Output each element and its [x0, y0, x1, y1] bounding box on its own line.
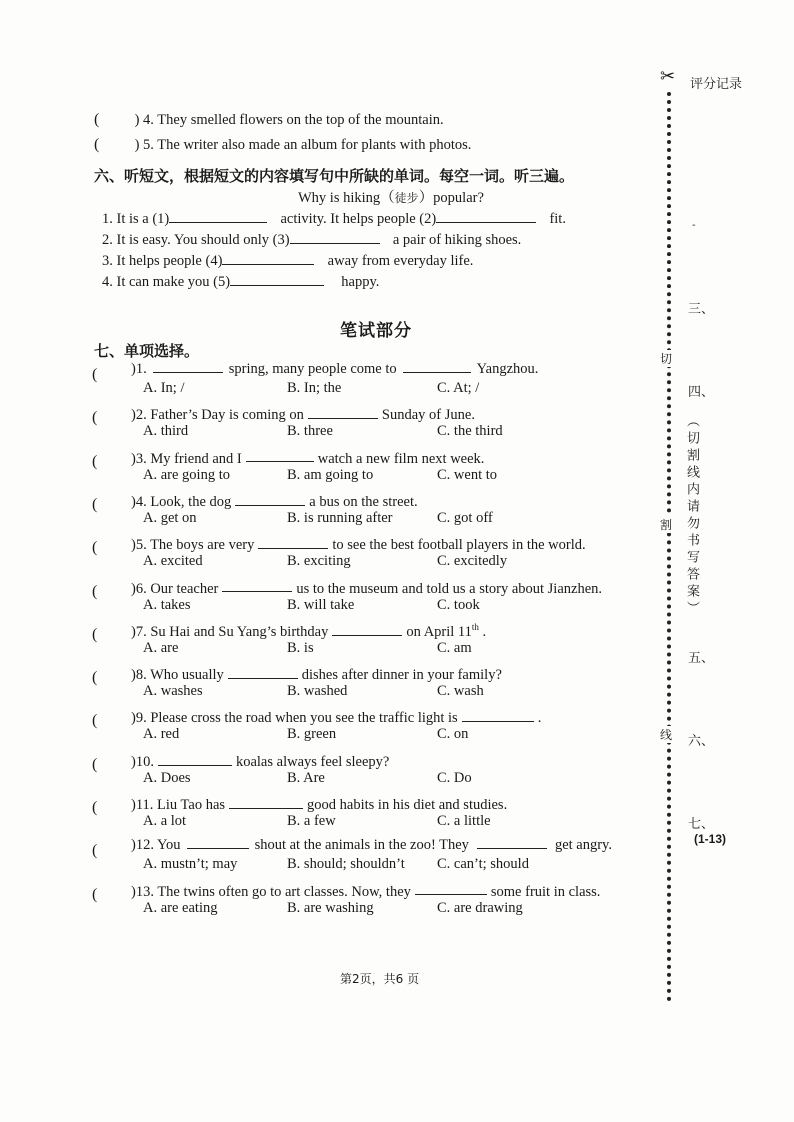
- option-c[interactable]: C. can’t; should: [437, 856, 529, 873]
- answer-paren[interactable]: (: [92, 755, 98, 773]
- option-a[interactable]: A. washes: [143, 683, 203, 700]
- judge-item-4: ( ) 4. They smelled flowers on the top of the mountain.: [94, 111, 444, 128]
- option-a[interactable]: A. a lot: [143, 813, 187, 829]
- question-stem: )6. Our teacher us to the museum and told us a story about Jianzhen.: [131, 575, 602, 598]
- option-a[interactable]: A. red: [143, 726, 180, 743]
- answer-blank[interactable]: [229, 794, 303, 809]
- dash-mark: -: [692, 220, 696, 231]
- answer-paren[interactable]: (: [92, 539, 98, 557]
- score-range: (1-13): [694, 832, 727, 846]
- option-b[interactable]: B. is running after: [287, 509, 393, 526]
- option-b[interactable]: B. Are: [287, 769, 325, 786]
- answer-blank-5[interactable]: [230, 271, 324, 286]
- option-c[interactable]: C. took: [437, 596, 480, 613]
- answer-blank-2[interactable]: [436, 208, 536, 223]
- judge-text: 4. They smelled flowers on the top of the mountain.: [143, 112, 444, 128]
- score-label-6: 六、: [688, 734, 715, 749]
- answer-blank[interactable]: [158, 751, 232, 766]
- answer-blank[interactable]: [222, 577, 292, 592]
- option-b[interactable]: B. a few: [287, 813, 336, 829]
- fill-line-2: 2. It is easy. You should only (3) a pair of hiking shoes.: [102, 229, 521, 249]
- option-a[interactable]: A. are eating: [143, 899, 218, 916]
- answer-paren[interactable]: (: [92, 582, 98, 600]
- option-a[interactable]: A. get on: [143, 509, 197, 526]
- question-stem: )3. My friend and I watch a new film next week.: [131, 445, 484, 468]
- answer-paren[interactable]: (: [94, 136, 100, 153]
- question-stem: )8. Who usually dishes after dinner in your family?: [131, 661, 502, 684]
- option-c[interactable]: C. At; /: [437, 380, 480, 396]
- option-b[interactable]: B. will take: [287, 596, 355, 613]
- score-label-4: 四、: [688, 385, 715, 400]
- option-b[interactable]: B. am going to: [287, 466, 374, 483]
- option-a[interactable]: A. third: [143, 423, 189, 440]
- answer-blank-1[interactable]: [169, 208, 267, 223]
- option-c[interactable]: C. got off: [437, 509, 493, 526]
- option-c[interactable]: C. went to: [437, 466, 498, 483]
- question-stem: )2. Father’s Day is coming on Sunday of June.: [131, 401, 475, 424]
- answer-paren[interactable]: (: [92, 669, 98, 687]
- option-c[interactable]: C. excitedly: [437, 553, 508, 570]
- answer-paren[interactable]: (: [92, 495, 98, 513]
- answer-blank[interactable]: [415, 880, 487, 895]
- question-stem: )1. spring, many people come to Yangzhou.: [131, 358, 538, 378]
- option-c[interactable]: C. Do: [437, 769, 472, 786]
- answer-blank[interactable]: [228, 664, 298, 679]
- option-c[interactable]: C. are drawing: [437, 899, 523, 916]
- question-stem: )9. Please cross the road when you see the traffic light is .: [131, 704, 541, 727]
- score-label-5: 五、: [688, 651, 715, 666]
- section7-heading: 七、单项选择。: [94, 342, 200, 360]
- written-part-title: 笔试部分: [340, 321, 412, 341]
- option-b[interactable]: B. is: [287, 639, 314, 656]
- section6-heading: 六、听短文，根据短文的内容填写句中所缺的单词。每空一词。听三遍。: [94, 167, 575, 185]
- option-c[interactable]: C. am: [437, 639, 472, 656]
- score-label-3: 三、: [688, 302, 715, 317]
- answer-paren[interactable]: (: [92, 452, 98, 470]
- fill-line-1: 1. It is a (1) activity. It helps people (2) fit.: [102, 208, 566, 228]
- answer-blank[interactable]: [462, 707, 534, 722]
- answer-blank[interactable]: [403, 358, 471, 373]
- cut-char-3: 线: [660, 728, 673, 742]
- judge-item-5: ( ) 5. The writer also made an album for plants with photos.: [94, 136, 472, 153]
- answer-blank[interactable]: [235, 491, 305, 506]
- answer-blank[interactable]: [246, 447, 314, 462]
- option-a[interactable]: A. excited: [143, 553, 203, 570]
- answer-paren[interactable]: (: [92, 625, 98, 643]
- option-b[interactable]: B. exciting: [287, 553, 351, 570]
- scissors-icon: ✂: [660, 66, 676, 86]
- option-b[interactable]: B. should; shouldn’t: [287, 856, 405, 873]
- question-stem: )10. koalas always feel sleepy?: [131, 748, 389, 771]
- option-a[interactable]: A. mustn’t; may: [143, 856, 238, 873]
- question-stem: )12. You shout at the animals in the zoo! They get angry.: [131, 834, 612, 854]
- answer-paren[interactable]: (: [92, 366, 98, 383]
- fill-line-4: 4. It can make you (5) happy.: [102, 271, 379, 291]
- judge-text: 5. The writer also made an album for plants with photos.: [143, 137, 472, 153]
- answer-paren[interactable]: (: [92, 885, 98, 903]
- answer-blank-4[interactable]: [222, 250, 314, 265]
- answer-blank[interactable]: [308, 404, 378, 419]
- answer-blank[interactable]: [187, 834, 249, 849]
- option-c[interactable]: C. a little: [437, 813, 491, 829]
- answer-blank-3[interactable]: [290, 229, 380, 244]
- cut-line: [667, 92, 671, 1002]
- option-b[interactable]: B. washed: [287, 683, 348, 700]
- score-record-label: 评分记录: [690, 77, 743, 92]
- question-stem: )5. The boys are very to see the best football players in the world.: [131, 531, 586, 554]
- cut-char-2: 割: [660, 518, 673, 532]
- option-b[interactable]: B. are washing: [287, 899, 374, 916]
- option-a[interactable]: A. are: [143, 639, 179, 656]
- option-c[interactable]: C. the third: [437, 423, 503, 440]
- question-stem: )11. Liu Tao has good habits in his diet and studies.: [131, 791, 507, 814]
- option-b[interactable]: B. In; the: [287, 380, 342, 396]
- option-b[interactable]: B. three: [287, 423, 333, 440]
- page-footer: 第2页，共6 页: [340, 972, 420, 986]
- no-answer-notice: （切割线内请勿书写答案）: [684, 414, 699, 618]
- option-c[interactable]: C. wash: [437, 683, 484, 700]
- option-a[interactable]: A. takes: [143, 596, 191, 613]
- question-stem: )7. Su Hai and Su Yang’s birthday on April 11th .: [131, 621, 487, 640]
- option-a[interactable]: A. Does: [143, 769, 191, 786]
- answer-paren[interactable]: (: [92, 799, 98, 816]
- option-c[interactable]: C. on: [437, 726, 469, 743]
- question-stem: )13. The twins often go to art classes. Now, they some fruit in class.: [131, 878, 600, 901]
- answer-paren[interactable]: (: [92, 842, 98, 860]
- answer-blank[interactable]: [477, 834, 547, 849]
- fill-line-3: 3. It helps people (4) away from everyday life.: [102, 250, 473, 270]
- answer-paren[interactable]: (: [92, 409, 98, 427]
- answer-paren[interactable]: (: [94, 111, 100, 128]
- cut-char-1: 切: [660, 352, 673, 366]
- score-label-7: 七、: [688, 817, 715, 832]
- answer-blank[interactable]: [332, 621, 402, 636]
- answer-blank[interactable]: [258, 534, 328, 549]
- option-a[interactable]: A. In; /: [143, 380, 185, 396]
- answer-paren[interactable]: (: [92, 712, 98, 730]
- question-stem: )4. Look, the dog a bus on the street.: [131, 488, 418, 511]
- option-a[interactable]: A. are going to: [143, 466, 230, 483]
- option-b[interactable]: B. green: [287, 726, 337, 743]
- passage-title: Why is hiking（徒步）popular?: [298, 190, 484, 206]
- answer-blank[interactable]: [153, 358, 223, 373]
